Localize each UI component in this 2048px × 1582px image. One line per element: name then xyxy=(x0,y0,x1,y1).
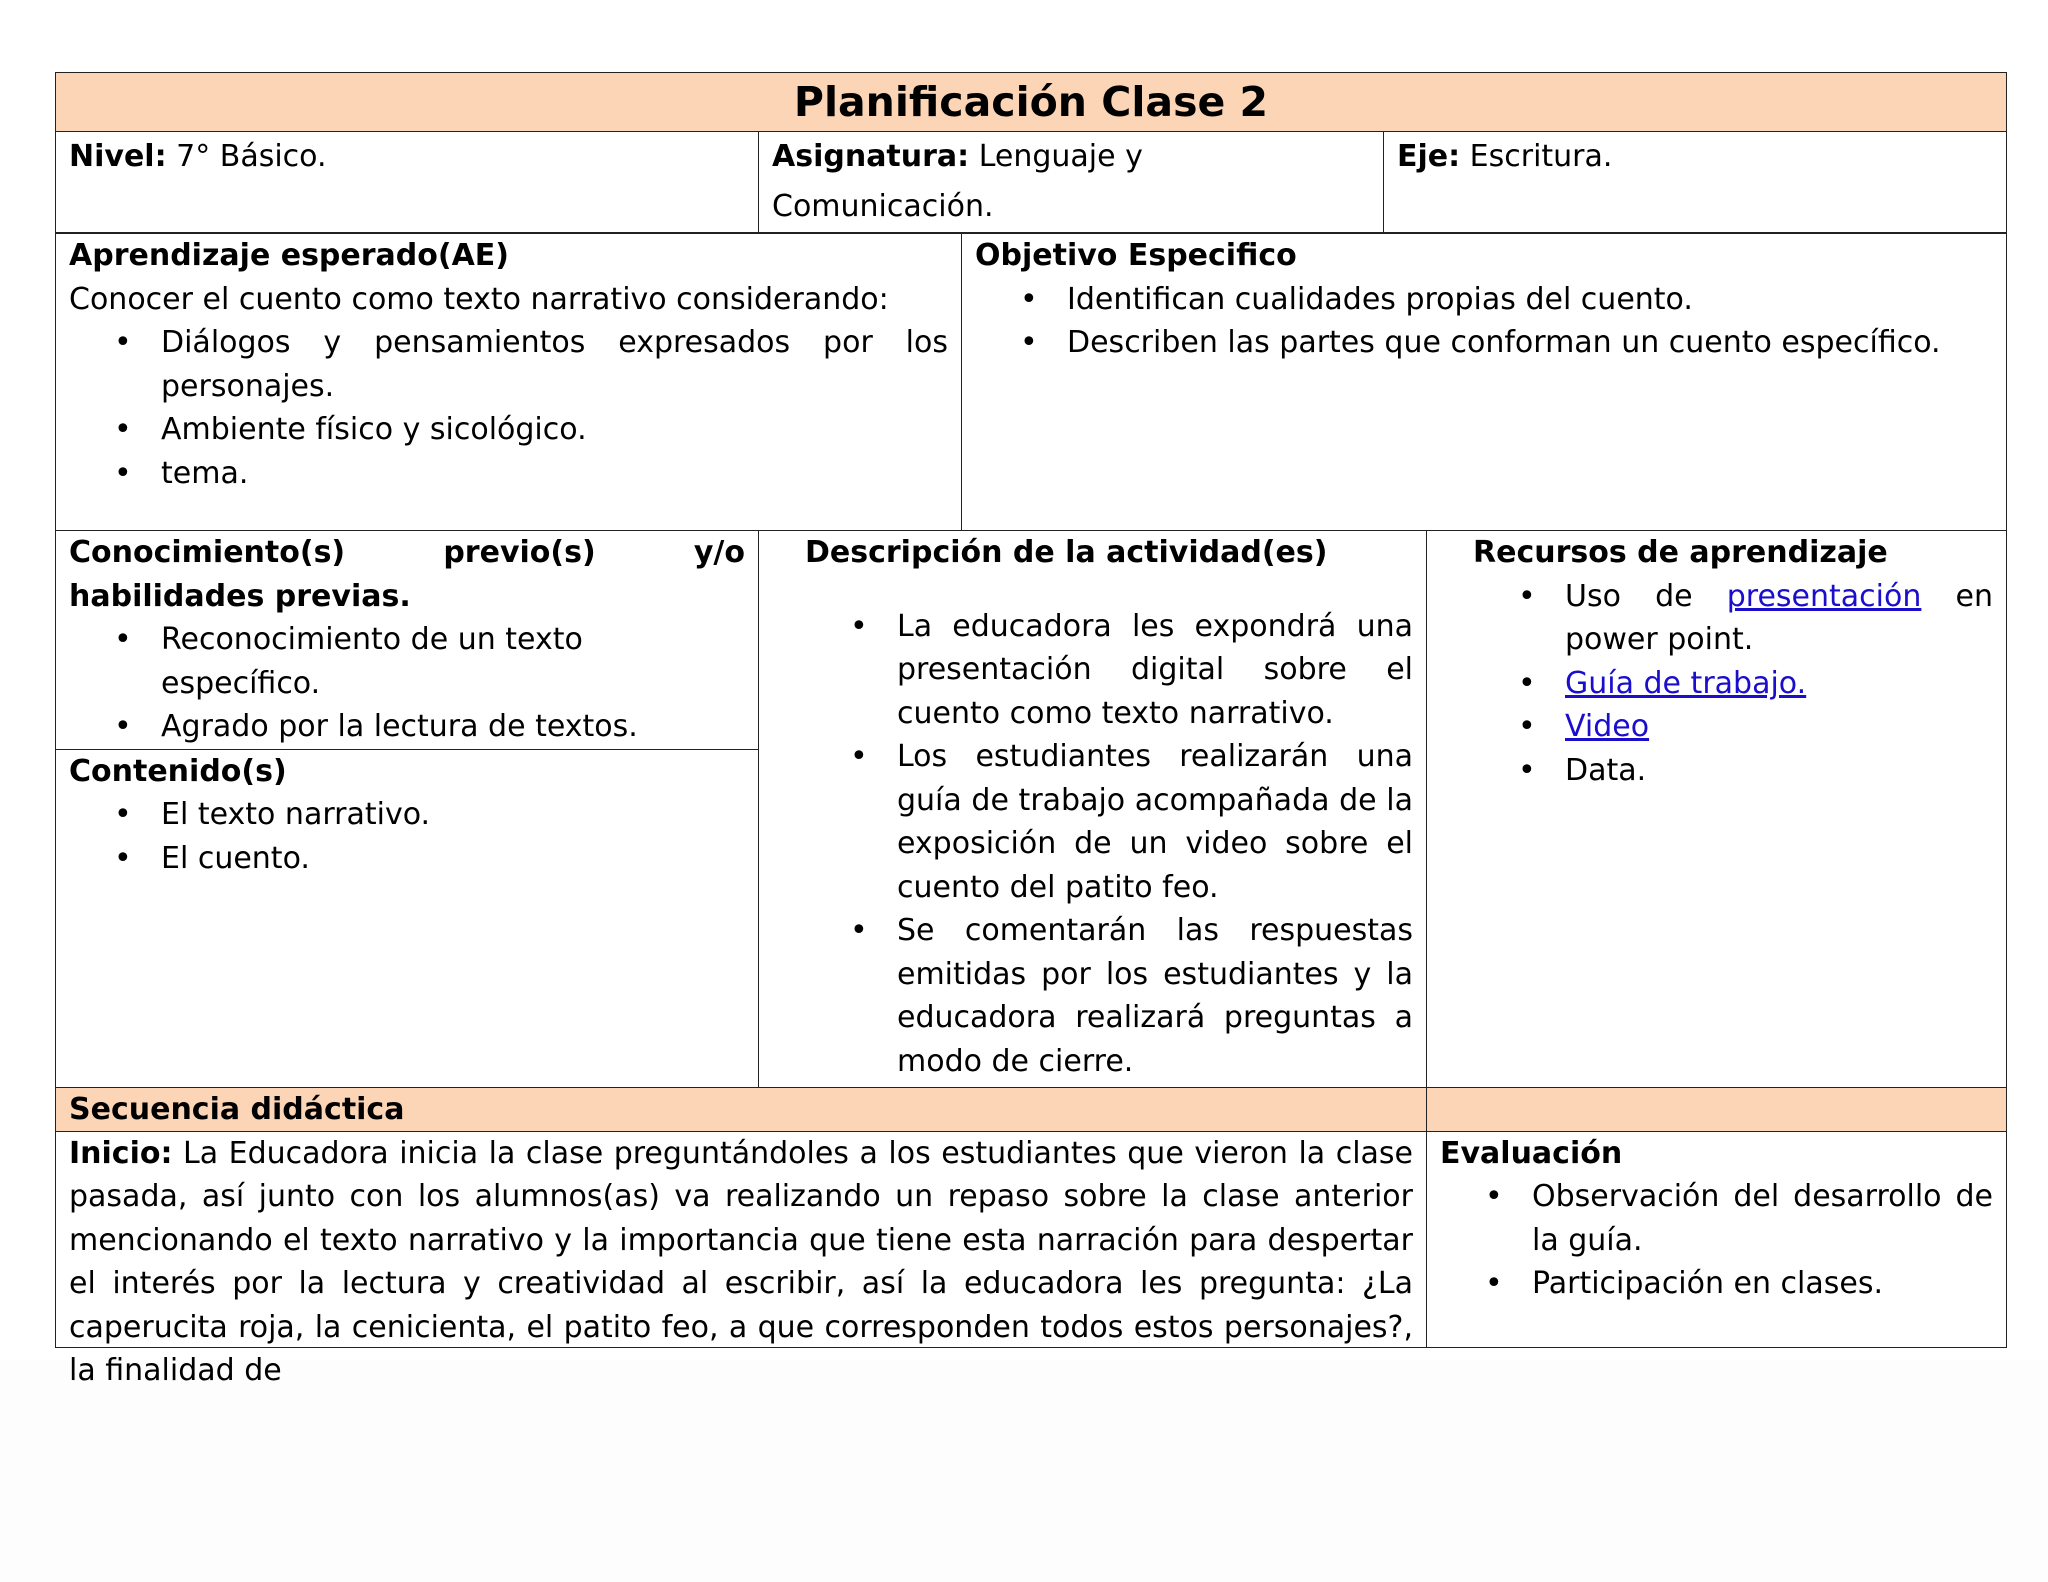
descripcion-cell xyxy=(759,531,1427,1088)
list-item: • La educadora les expondrá una presentación digital sobre el cuento como texto narrativo. xyxy=(897,605,1413,736)
nivel-label: Nivel: xyxy=(69,139,167,174)
list-item: • Agrado por la lectura de textos. xyxy=(161,705,745,749)
secuencia-heading: Secuencia didáctica xyxy=(56,1087,1427,1131)
inicio-text: La Educadora inicia la clase preguntándoles a los estudiantes que vieron la clase pasada, así junto con los alumnos(as) va realizando un repaso sobre la clase anterior mencionando el texto narrativo y la importancia que tiene esta narración para despertar el interés por la lectura y creatividad al escribir, así la educadora les pregunta: ¿La caperucita roja, la cenicienta, el patito feo, a que corresponden todos estos personajes?, la finalidad de xyxy=(69,1135,1413,1388)
recursos-cell xyxy=(1427,531,2007,1088)
list-item: • Diálogos y pensamientos expresados por los personajes. xyxy=(161,321,948,408)
evaluacion-heading: Evaluación xyxy=(1440,1135,1623,1171)
asignatura-value: Lenguaje y Comunicación. xyxy=(772,139,1143,224)
list-item: • Participación en clases. xyxy=(1532,1262,1993,1306)
recurso-prefix: Uso de xyxy=(1565,578,1727,614)
contenidos-list xyxy=(69,793,745,880)
inicio-cell xyxy=(56,1131,1427,1388)
asignatura-cell xyxy=(759,132,1384,233)
contenidos-heading: Contenido(s) xyxy=(69,753,287,789)
guia-trabajo-link[interactable]: Guía de trabajo. xyxy=(1565,665,1807,701)
objetivo-cell xyxy=(962,234,2007,531)
header-table xyxy=(55,72,2007,233)
list-item: • Los estudiantes realizarán una guía de trabajo acompañada de la exposición de un video sobre el cuento del patito feo. xyxy=(897,735,1413,909)
inicio-label: Inicio: xyxy=(69,1135,173,1171)
conocimiento-cell xyxy=(56,531,759,750)
list-item: • Data. xyxy=(1565,749,1993,793)
list-item: • Identifican cualidades propias del cuento. xyxy=(1067,278,1993,322)
list-item: • Reconocimiento de un texto específico. xyxy=(161,618,745,705)
secuencia-empty-cell xyxy=(1427,1087,2007,1131)
asignatura-label: Asignatura: xyxy=(772,139,970,174)
eje-cell xyxy=(1384,132,2007,233)
list-item xyxy=(1565,575,1993,662)
contenidos-cell xyxy=(56,749,759,1087)
conocimiento-list xyxy=(69,618,745,749)
list-item: • Se comentarán las respuestas emitidas por los estudiantes y la educadora realizará preguntas a modo de cierre. xyxy=(897,909,1413,1083)
descripcion-heading: Descripción de la actividad(es) xyxy=(805,535,1328,570)
list-item: • Ambiente físico y sicológico. xyxy=(161,408,948,452)
list-item: • tema. xyxy=(161,452,948,496)
list-item: • Observación del desarrollo de la guía. xyxy=(1532,1175,1993,1262)
evaluacion-list xyxy=(1440,1175,1993,1306)
aprendizaje-intro: Conocer el cuento como texto narrativo considerando: xyxy=(69,281,889,317)
list-item: • El texto narrativo. xyxy=(161,793,745,837)
presentacion-link[interactable]: presentación xyxy=(1726,578,1922,614)
eje-value: Escritura. xyxy=(1460,139,1613,174)
recursos-list xyxy=(1473,575,1993,793)
planning-table xyxy=(55,233,2007,1388)
aprendizaje-cell xyxy=(56,234,962,531)
objetivo-heading: Objetivo Especifico xyxy=(975,238,1297,273)
nivel-cell xyxy=(56,132,759,233)
descripcion-list xyxy=(805,605,1413,1084)
list-item xyxy=(1565,662,1993,706)
aprendizaje-list xyxy=(69,321,948,495)
conocimiento-heading: Conocimiento(s) previo(s) y/o habilidades previas. xyxy=(69,535,745,614)
nivel-value: 7° Básico. xyxy=(166,139,327,174)
list-item: • Describen las partes que conforman un cuento específico. xyxy=(1067,321,1993,365)
eje-label: Eje: xyxy=(1397,139,1461,174)
recurso-suffix: en power point. xyxy=(1565,578,1993,657)
inicio-paragraph xyxy=(69,1132,1413,1388)
aprendizaje-heading: Aprendizaje esperado(AE) xyxy=(69,238,510,273)
list-item xyxy=(1565,705,1993,749)
list-item: • El cuento. xyxy=(161,837,745,881)
video-link[interactable]: Video xyxy=(1565,709,1650,744)
objetivo-list xyxy=(975,278,1993,365)
evaluacion-cell xyxy=(1427,1131,2007,1347)
recursos-heading: Recursos de aprendizaje xyxy=(1473,535,1888,570)
page-title: Planificación Clase 2 xyxy=(56,73,2007,132)
page-lower-area xyxy=(0,1360,2048,1582)
